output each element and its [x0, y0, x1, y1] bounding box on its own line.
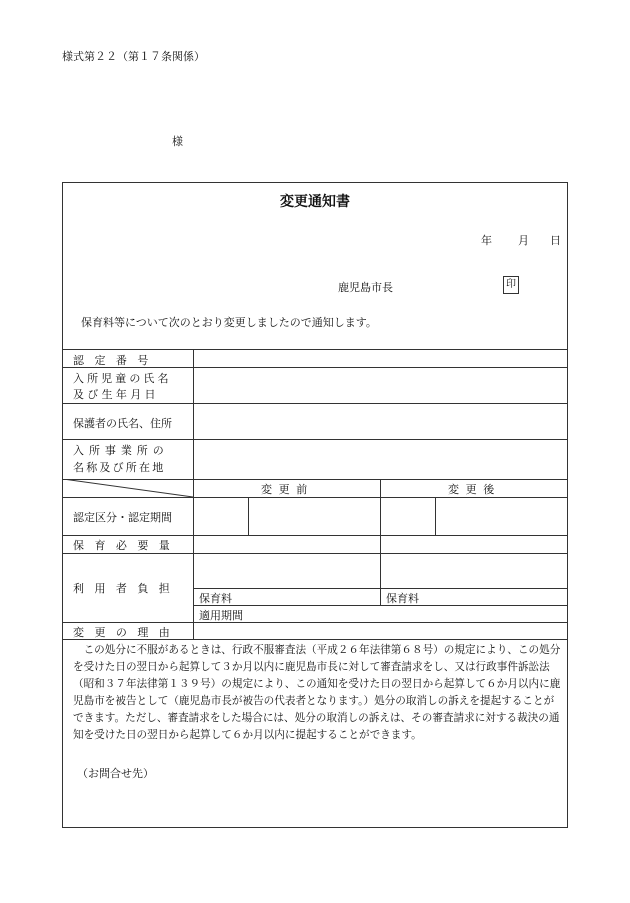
label-childcare-amount: 保育必要量	[73, 539, 181, 552]
form-number: 様式第２２（第１７条関係）	[62, 50, 205, 63]
date-day: 日	[550, 234, 561, 247]
appeal-notice: この処分に不服があるときは、行政不服審査法（平成２６年法律第６８号）の規定により、この処分を受けた日の翌日から起算して３か月以内に鹿児島市長に対して審査請求をし、又は行政事件訴訟法（昭和３７年法律第１３９号）の規定により、この通知を受けた日の翌日から起算して６か月以内に鹿児島市を被告として（鹿児島市長が被告の代表者となります。）処分の取消しの訴えを提起することができます。ただし、審査請求をした場合には、処分の取消しの訴えは、その審査請求に対する裁決の通知を受けた日の翌日から起算して６か月以内に提起することができます。	[73, 644, 561, 741]
header-before: 変更前	[261, 483, 314, 496]
fee-label-after: 保育料	[386, 592, 419, 605]
period-sub-divider	[435, 497, 436, 535]
date-month: 月	[518, 234, 529, 247]
addressee-suffix: 様	[172, 135, 183, 148]
issuer-name: 鹿児島市長	[338, 281, 393, 294]
label-facility-line1: 入所事業所の	[73, 444, 169, 457]
row-divider	[63, 535, 567, 536]
table-top-border	[63, 349, 567, 350]
label-category-period: 認定区分・認定期間	[73, 511, 172, 524]
intro-text: 保育料等について次のとおり変更しましたので通知します。	[81, 316, 377, 329]
row-divider	[63, 403, 567, 404]
label-certification-number: 認定番号	[73, 354, 159, 367]
before-after-divider	[380, 479, 381, 605]
seal-mark: 印	[503, 276, 519, 294]
label-child-name-line1: 入所児童の氏名	[73, 372, 172, 385]
date-year: 年	[481, 234, 492, 247]
label-user-burden: 利用者負担	[73, 582, 181, 595]
row-divider	[63, 553, 567, 554]
row-divider	[193, 605, 567, 606]
label-facility-line2: 名称及び所在地	[73, 461, 166, 474]
header-after: 変更後	[448, 483, 501, 496]
notice-form	[62, 182, 568, 828]
label-guardian: 保護者の氏名、住所	[73, 417, 172, 430]
document-title: 変更通知書	[280, 194, 350, 210]
label-child-name-line2: 及び生年月日	[73, 388, 159, 401]
row-divider	[63, 439, 567, 440]
fee-label-before: 保育料	[199, 592, 232, 605]
row-divider	[63, 622, 567, 623]
contact-label: （お問合せ先）	[77, 767, 154, 780]
diagonal-header-cell	[63, 479, 194, 498]
label-change-reason: 変更の理由	[73, 626, 181, 639]
applicable-period-label: 適用期間	[199, 609, 243, 622]
period-sub-divider	[248, 497, 249, 535]
